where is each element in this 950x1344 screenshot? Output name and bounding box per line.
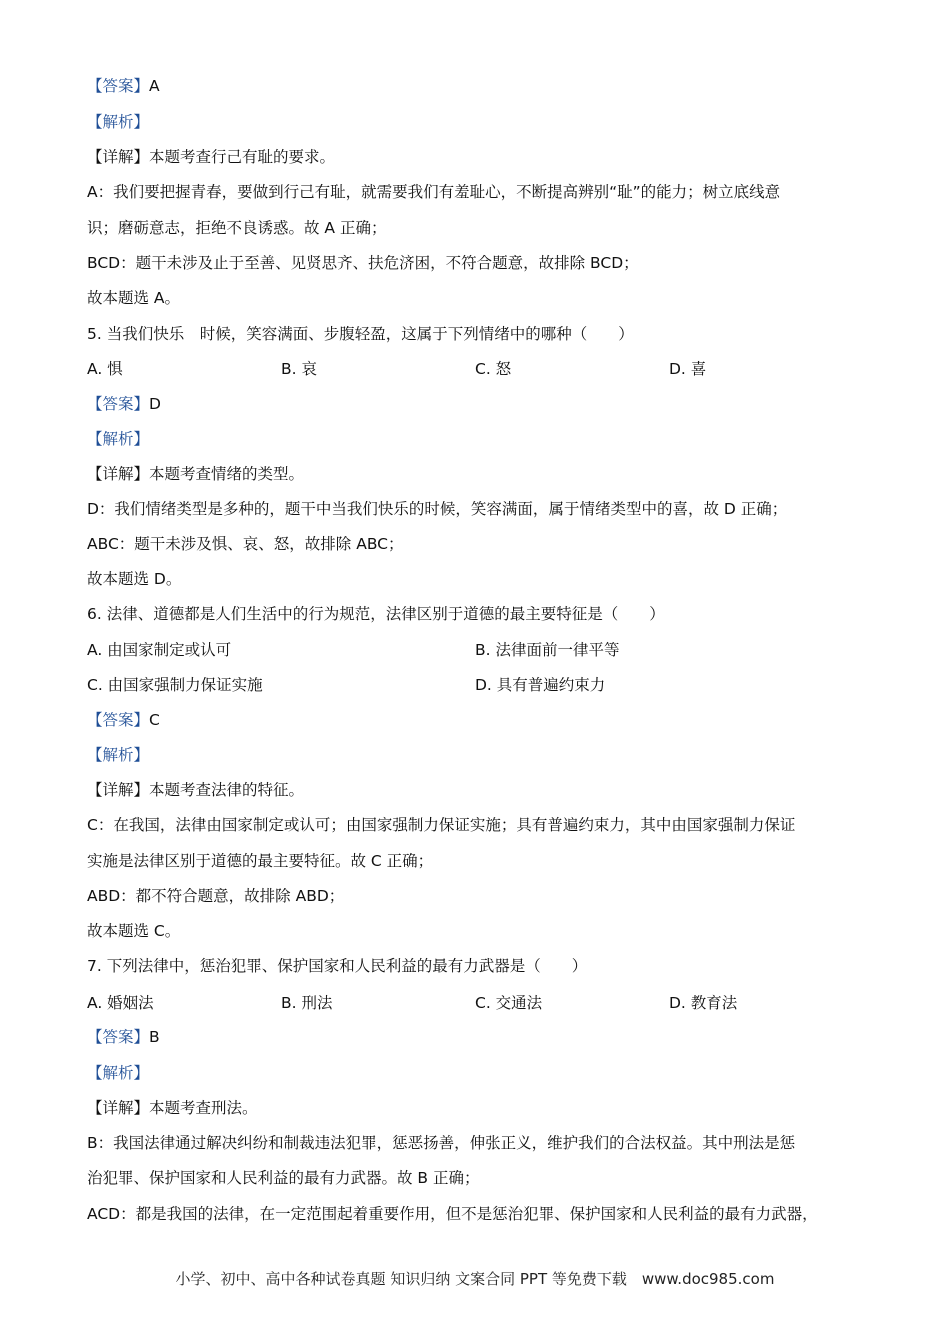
conclusion-line: 故本题选 C。 (87, 922, 181, 940)
q6-option-c: C. 由国家强制力保证实施 (87, 676, 263, 694)
explanation-line: ACD：都是我国的法律，在一定范围起着重要作用，但不是惩治犯罪、保护国家和人民利益的最有力武器， (87, 1205, 818, 1223)
q6-option-d: D. 具有普遍约束力 (475, 676, 606, 694)
q5-option-d: D. 喜 (669, 360, 707, 378)
conclusion-line: 故本题选 D。 (87, 570, 182, 588)
q6-option-b: B. 法律面前一律平等 (475, 641, 620, 659)
answer-line: 【答案】A (87, 77, 160, 95)
answer-line: 【答案】D (87, 395, 161, 413)
explanation-line: D：我们情绪类型是多种的，题干中当我们快乐的时候，笑容满面，属于情绪类型中的喜，故 D 正确； (87, 500, 788, 518)
explanation-line: A：我们要把握青春，要做到行己有耻，就需要我们有羞耻心，不断提高辨别“耻”的能力；树立底线意 (87, 183, 781, 201)
q6-option-a: A. 由国家制定或认可 (87, 641, 232, 659)
explanation-line: 实施是法律区别于道德的最主要特征。故 C 正确； (87, 852, 434, 870)
q5-option-b: B. 哀 (281, 360, 317, 378)
conclusion-line: 故本题选 A。 (87, 289, 181, 307)
analysis-heading: 【解析】 (87, 746, 150, 764)
analysis-heading: 【解析】 (87, 113, 150, 131)
page-footer: 小学、初中、高中各种试卷真题 知识归纳 文案合同 PPT 等免费下载 www.doc985.com (175, 1270, 775, 1288)
detail-line: 【详解】本题考查行己有耻的要求。 (87, 148, 336, 166)
analysis-heading: 【解析】 (87, 1064, 150, 1082)
q5-option-c: C. 怒 (475, 360, 512, 378)
question-7: 7. 下列法律中，惩治犯罪、保护国家和人民利益的最有力武器是（ ） (87, 957, 588, 975)
answer-line: 【答案】C (87, 711, 160, 729)
detail-line: 【详解】本题考查情绪的类型。 (87, 465, 305, 483)
explanation-line: 治犯罪、保护国家和人民利益的最有力武器。故 B 正确； (87, 1169, 480, 1187)
detail-line: 【详解】本题考查刑法。 (87, 1099, 258, 1117)
q5-option-a: A. 惧 (87, 360, 123, 378)
q7-option-c: C. 交通法 (475, 994, 543, 1012)
q7-option-a: A. 婚姻法 (87, 994, 154, 1012)
explanation-line: BCD：题干未涉及止于至善、见贤思齐、扶危济困，不符合题意，故排除 BCD； (87, 254, 639, 272)
question-5: 5. 当我们快乐 时候，笑容满面、步腹轻盈，这属于下列情绪中的哪种（ ） (87, 325, 634, 343)
explanation-line: 识；磨砺意志，拒绝不良诱惑。故 A 正确； (87, 219, 387, 237)
q7-option-d: D. 教育法 (669, 994, 738, 1012)
q7-option-b: B. 刑法 (281, 994, 333, 1012)
detail-line: 【详解】本题考查法律的特征。 (87, 781, 305, 799)
question-6: 6. 法律、道德都是人们生活中的行为规范，法律区别于道德的最主要特征是（ ） (87, 605, 665, 623)
explanation-line: ABC：题干未涉及惧、哀、怒，故排除 ABC； (87, 535, 404, 553)
answer-line: 【答案】B (87, 1028, 160, 1046)
analysis-heading: 【解析】 (87, 430, 150, 448)
explanation-line: C：在我国，法律由国家制定或认可；由国家强制力保证实施；具有普遍约束力，其中由国家强制力保证 (87, 816, 796, 834)
explanation-line: B：我国法律通过解决纠纷和制裁违法犯罪，惩恶扬善，伸张正义，维护我们的合法权益。其中刑法是惩 (87, 1134, 796, 1152)
explanation-line: ABD：都不符合题意，故排除 ABD； (87, 887, 345, 905)
